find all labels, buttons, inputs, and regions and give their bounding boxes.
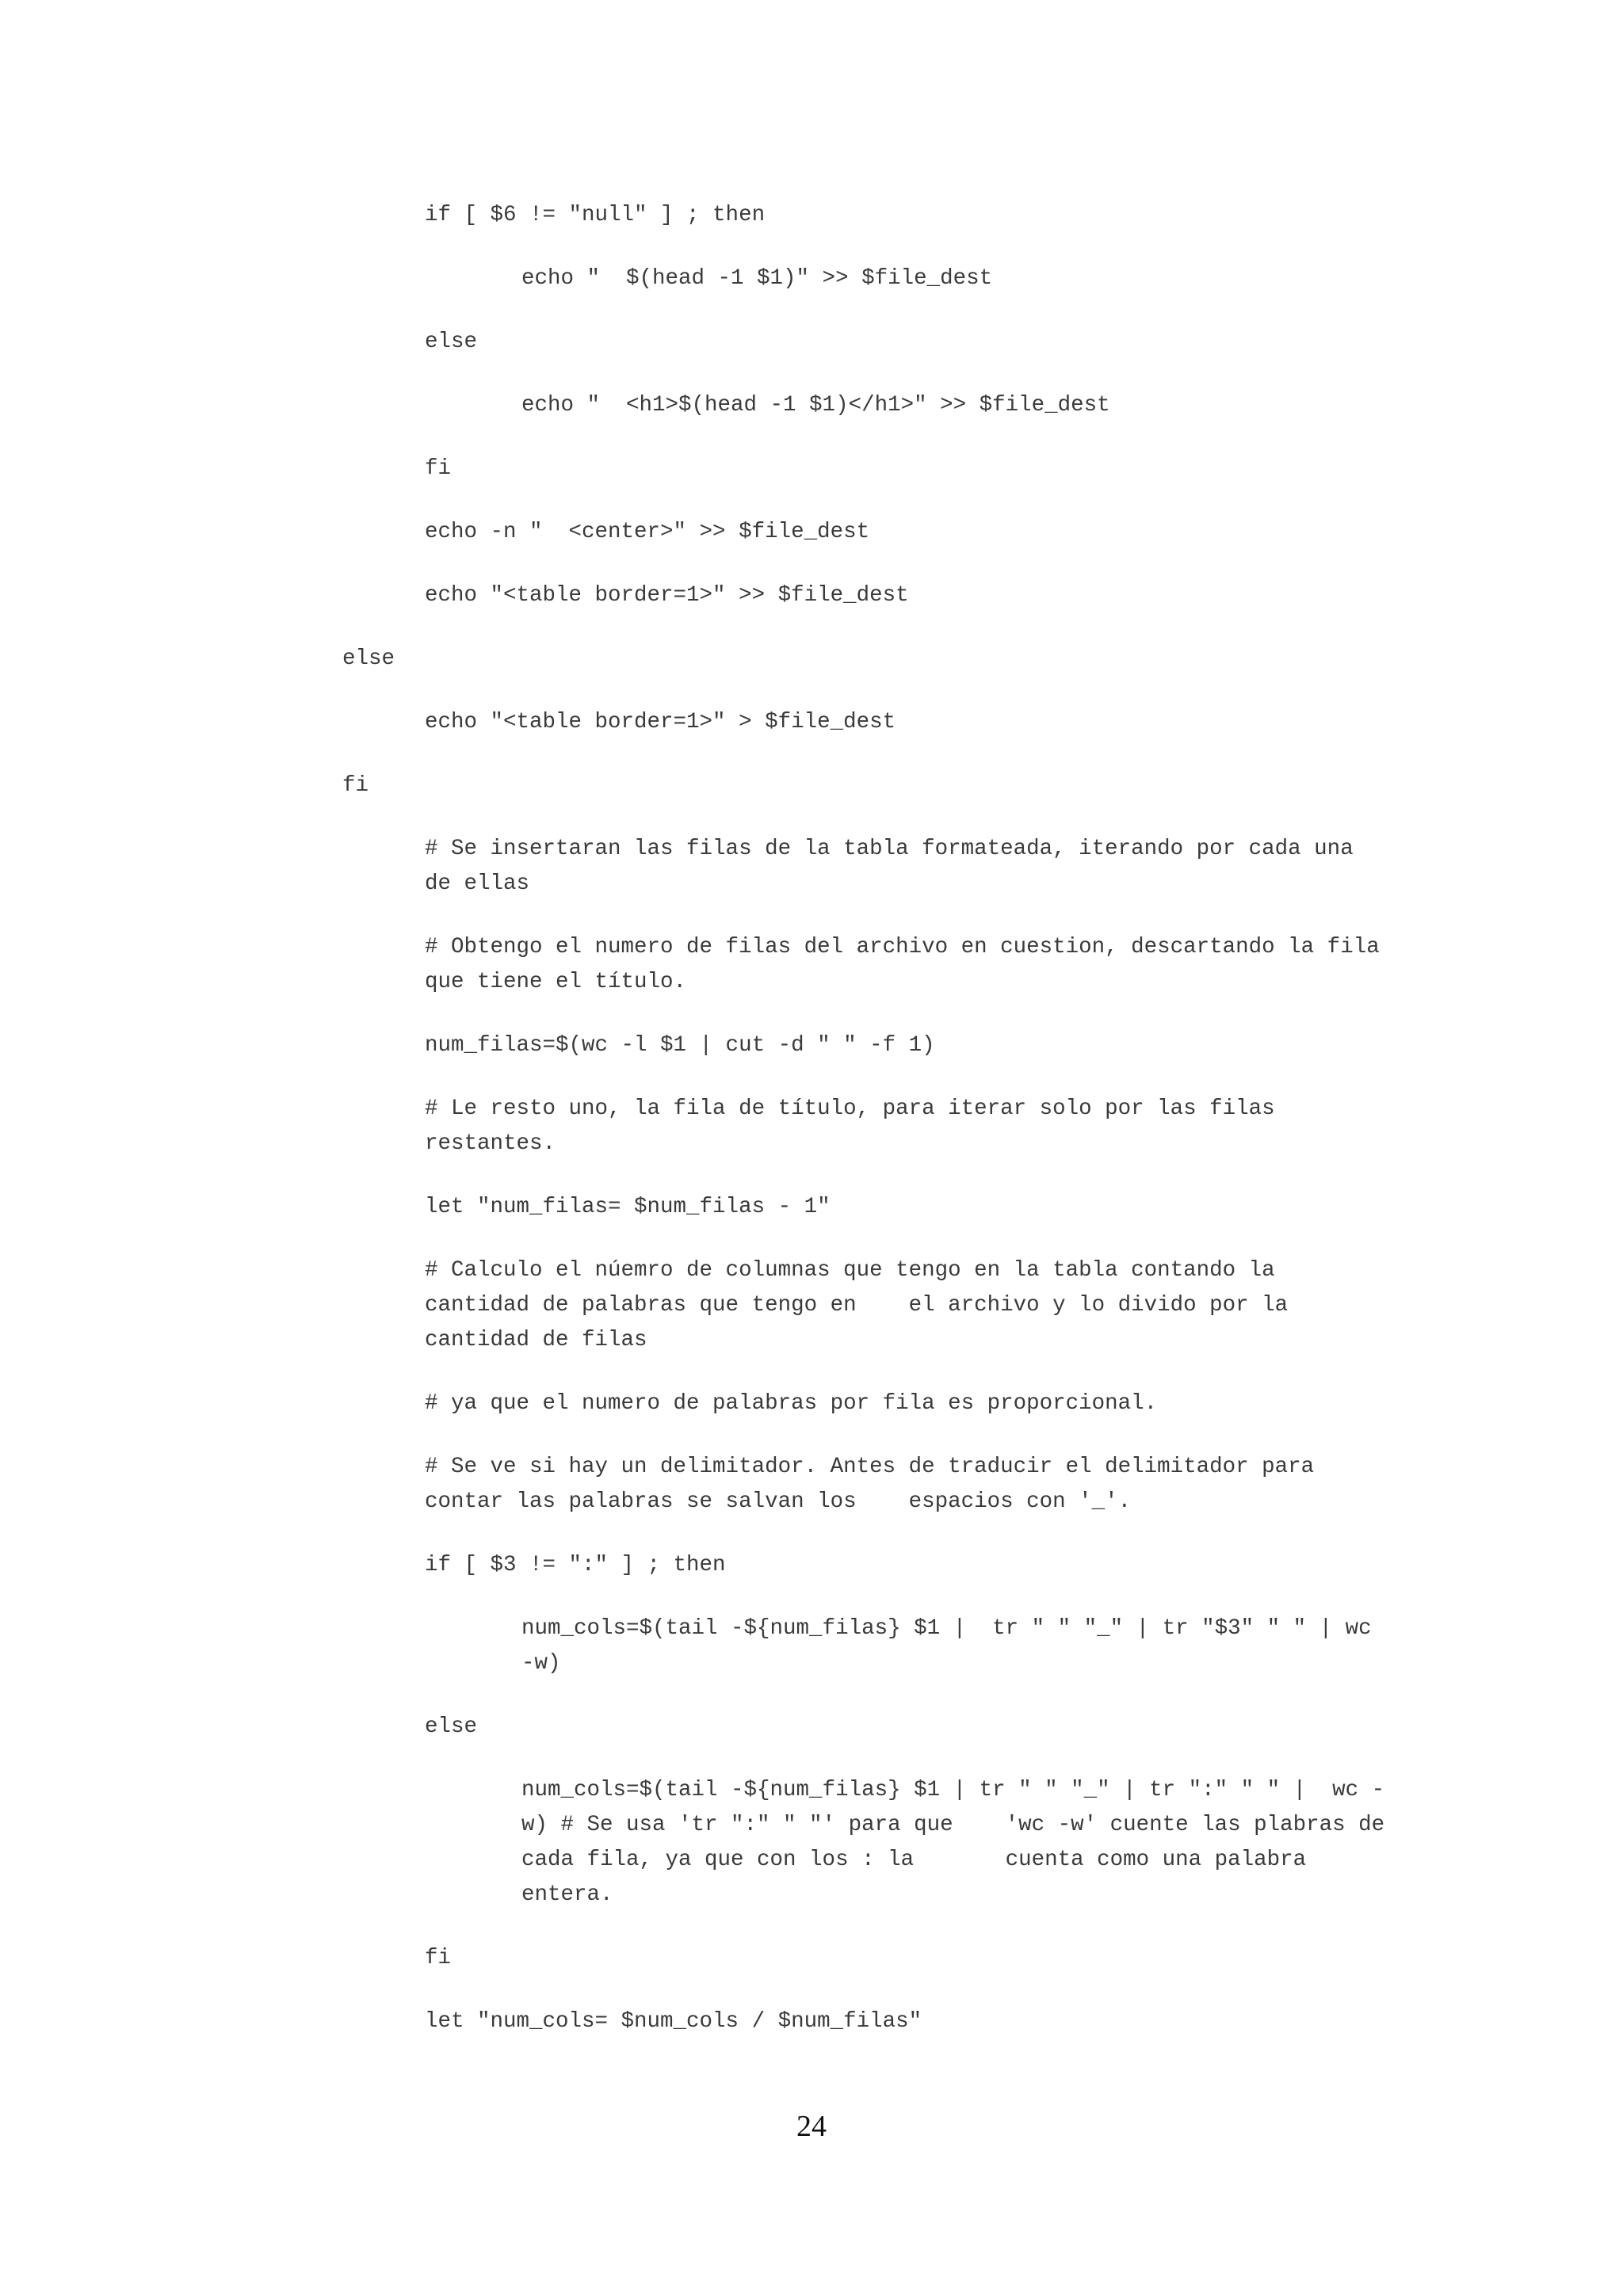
code-comment: cantidad de palabras que tengo en el archivo y lo divido por la: [425, 1293, 1289, 1318]
code-comment: que tiene el título.: [425, 970, 687, 994]
code-line: else: [342, 646, 395, 671]
code-line: let "num_cols= $num_cols / $num_filas": [425, 2009, 922, 2034]
code-comment: de ellas: [425, 871, 530, 896]
code-line: echo " <h1>$(head -1 $1)</h1>" >> $file_dest: [521, 393, 1110, 418]
code-line: echo "<table border=1>" >> $file_dest: [425, 583, 909, 608]
code-line: num_filas=$(wc -l $1 | cut -d " " -f 1): [425, 1033, 935, 1058]
code-line: let "num_filas= $num_filas - 1": [425, 1195, 831, 1219]
code-line: fi: [425, 1946, 452, 1970]
code-line: if [ $3 != ":" ] ; then: [425, 1553, 726, 1577]
code-line: num_cols=$(tail -${num_filas} $1 | tr " " "_" | tr ":" " " | wc -: [521, 1778, 1385, 1802]
code-line: if [ $6 != "null" ] ; then: [425, 203, 766, 227]
code-comment: cantidad de filas: [425, 1328, 647, 1352]
code-comment: # Calculo el núemro de columnas que tengo en la tabla contando la: [425, 1258, 1275, 1283]
code-line: entera.: [521, 1882, 613, 1907]
code-comment: # Se ve si hay un delimitador. Antes de traducir el delimitador para: [425, 1455, 1315, 1479]
code-line: cada fila, ya que con los : la cuenta como una palabra: [521, 1848, 1307, 1872]
code-comment: # Se insertaran las filas de la tabla formateada, iterando por cada una: [425, 837, 1354, 861]
code-line: -w): [521, 1651, 561, 1676]
code-comment: # ya que el numero de palabras por fila es proporcional.: [425, 1391, 1158, 1416]
code-comment: contar las palabras se salvan los espacios con '_'.: [425, 1489, 1132, 1514]
code-line: w) # Se usa 'tr ":" " "' para que 'wc -w' cuente las plabras de: [521, 1813, 1385, 1837]
code-line: echo " $(head -1 $1)" >> $file_dest: [521, 266, 993, 291]
code-line: echo "<table border=1>" > $file_dest: [425, 710, 896, 734]
page-number: 24: [796, 2110, 827, 2143]
code-comment: # Le resto uno, la fila de título, para iterar solo por las filas: [425, 1097, 1275, 1121]
code-line: else: [425, 330, 478, 354]
code-line: num_cols=$(tail -${num_filas} $1 | tr " " "_" | tr "$3" " " | wc: [521, 1616, 1372, 1641]
code-line: fi: [425, 456, 452, 481]
code-comment: # Obtengo el numero de filas del archivo en cuestion, descartando la fila: [425, 935, 1380, 959]
code-line: fi: [342, 773, 369, 798]
code-line: echo -n " <center>" >> $file_dest: [425, 520, 870, 544]
code-line: else: [425, 1714, 478, 1739]
code-comment: restantes.: [425, 1131, 556, 1156]
